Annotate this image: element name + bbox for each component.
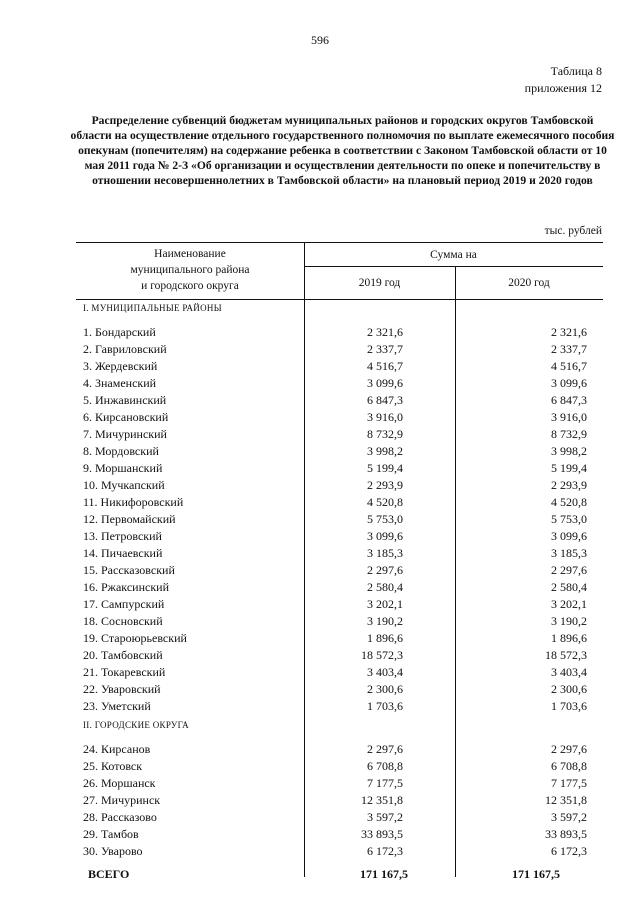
value-2019: 33 893,5 (361, 827, 403, 841)
row-name: 6. Кирсановский (83, 410, 169, 424)
row-name: 11. Никифоровский (83, 495, 184, 509)
value-2020: 18 572,3 (545, 648, 587, 662)
value-2019: 4 516,7 (367, 359, 403, 373)
table-row (0, 478, 640, 495)
table-row (0, 776, 640, 793)
value-2020: 4 520,8 (551, 495, 587, 509)
row-name: 26. Моршанск (83, 776, 156, 790)
year-2020-header: 2020 год (508, 277, 550, 289)
value-2020: 2 300,6 (551, 682, 587, 696)
name-header-line-2: муниципального района (130, 264, 250, 276)
value-2020: 2 321,6 (551, 325, 587, 339)
value-2020: 5 753,0 (551, 512, 587, 526)
value-2019: 7 177,5 (367, 776, 403, 790)
table-row (0, 742, 640, 759)
row-name: 12. Первомайский (83, 512, 176, 526)
value-2020: 2 297,6 (551, 742, 587, 756)
row-name: 4. Знаменский (83, 376, 157, 390)
value-2020: 3 185,3 (551, 546, 587, 560)
value-2020: 3 099,6 (551, 376, 587, 390)
row-name: 23. Уметский (83, 699, 151, 713)
table-row (0, 648, 640, 665)
table-row (0, 461, 640, 478)
value-2019: 3 190,2 (367, 614, 403, 628)
table-row (0, 529, 640, 546)
value-2019: 18 572,3 (361, 648, 403, 662)
row-name: 17. Сампурский (83, 597, 165, 611)
value-2019: 3 916,0 (367, 410, 403, 424)
row-name: 2. Гавриловский (83, 342, 167, 356)
row-name: 24. Кирсанов (83, 742, 151, 756)
value-2020: 3 597,2 (551, 810, 587, 824)
value-2020: 2 337,7 (551, 342, 587, 356)
table-row (0, 410, 640, 427)
table-row (0, 359, 640, 376)
value-2020: 1 896,6 (551, 631, 587, 645)
value-2020: 5 199,4 (551, 461, 587, 475)
value-2020: 3 099,6 (551, 529, 587, 543)
table-row (0, 614, 640, 631)
row-name: 14. Пичаевский (83, 546, 163, 560)
table-row (0, 759, 640, 776)
row-name: 8. Мордовский (83, 444, 159, 458)
section-title: I. МУНИЦИПАЛЬНЫЕ РАЙОНЫ (83, 303, 222, 313)
value-2020: 2 293,9 (551, 478, 587, 492)
value-2019: 3 597,2 (367, 810, 403, 824)
table-row (0, 563, 640, 580)
table-row (0, 810, 640, 827)
table-label: Таблица 8 (550, 64, 602, 78)
row-name: 7. Мичуринский (83, 427, 167, 441)
value-2019: 5 753,0 (367, 512, 403, 526)
table-row (0, 427, 640, 444)
table-header-border (76, 299, 603, 300)
name-header-line-1: Наименование (154, 248, 226, 260)
unit-label: тыс. рублей (544, 225, 602, 237)
table-row (0, 597, 640, 614)
table-row (0, 376, 640, 393)
table-row (0, 325, 640, 342)
value-2019: 2 580,4 (367, 580, 403, 594)
row-name: 13. Петровский (83, 529, 162, 543)
appendix-label: приложения 12 (524, 81, 602, 95)
row-name: 20. Тамбовский (83, 648, 163, 662)
total-label: ВСЕГО (88, 867, 130, 881)
value-2019: 6 708,8 (367, 759, 403, 773)
table-row (0, 699, 640, 716)
table-row (0, 580, 640, 597)
table-row (0, 546, 640, 563)
value-2019: 3 202,1 (367, 597, 403, 611)
value-2020: 8 732,9 (551, 427, 587, 441)
table-row (0, 665, 640, 682)
table-row (0, 793, 640, 810)
table-row (0, 512, 640, 529)
table-row (0, 682, 640, 699)
value-2019: 5 199,4 (367, 461, 403, 475)
total-2020: 171 167,5 (512, 867, 560, 881)
value-2019: 8 732,9 (367, 427, 403, 441)
row-name: 30. Уварово (83, 844, 143, 858)
value-2020: 3 202,1 (551, 597, 587, 611)
value-2020: 12 351,8 (545, 793, 587, 807)
row-name: 9. Моршанский (83, 461, 163, 475)
value-2019: 6 847,3 (367, 393, 403, 407)
row-name: 1. Бондарский (83, 325, 156, 339)
table-row (0, 827, 640, 844)
value-2019: 3 998,2 (367, 444, 403, 458)
value-2020: 7 177,5 (551, 776, 587, 790)
row-name: 19. Староюрьевский (83, 631, 187, 645)
row-name: 3. Жердевский (83, 359, 158, 373)
value-2019: 2 297,6 (367, 563, 403, 577)
row-name: 25. Котовск (83, 759, 143, 773)
value-2020: 3 916,0 (551, 410, 587, 424)
value-2020: 3 190,2 (551, 614, 587, 628)
value-2019: 1 896,6 (367, 631, 403, 645)
value-2019: 2 293,9 (367, 478, 403, 492)
table-row (0, 444, 640, 461)
year-2019-header: 2019 год (358, 277, 401, 289)
value-2019: 4 520,8 (367, 495, 403, 509)
value-2020: 2 580,4 (551, 580, 587, 594)
row-name: 22. Уваровский (83, 682, 161, 696)
page-number: 596 (311, 33, 329, 47)
row-name: 28. Рассказово (83, 810, 157, 824)
row-name: 16. Ржаксинский (83, 580, 169, 594)
table-row (0, 495, 640, 512)
value-2020: 1 703,6 (551, 699, 587, 713)
value-2019: 2 300,6 (367, 682, 403, 696)
value-2020: 3 403,4 (551, 665, 587, 679)
row-name: 5. Инжавинский (83, 393, 167, 407)
value-2019: 2 321,6 (367, 325, 403, 339)
value-2019: 3 099,6 (367, 529, 403, 543)
value-2020: 4 516,7 (551, 359, 587, 373)
row-name: 21. Токаревский (83, 665, 166, 679)
document-title: Распределение субвенций бюджетам муниципальных районов и городских округов Тамбовской области на осуществление отдельного государственного полномочия по выплате ежемесячного пособия опекунам (попечителям) на содержание ребенка в соответствии с Законом Тамбовской области от 10 мая 2011 года № 2-З «Об организации и осуществлении деятельности по опеке и попечительству в отношении несовершеннолетних в Тамбовской области» на плановый период 2019 и 2020 годов (70, 114, 615, 187)
row-name: 15. Рассказовский (83, 563, 175, 577)
value-2019: 6 172,3 (367, 844, 403, 858)
value-2019: 2 337,7 (367, 342, 403, 356)
value-2020: 2 297,6 (551, 563, 587, 577)
value-2020: 6 847,3 (551, 393, 587, 407)
total-2019: 171 167,5 (360, 867, 408, 881)
table-row (0, 393, 640, 410)
value-2019: 3 403,4 (367, 665, 403, 679)
value-2019: 12 351,8 (361, 793, 403, 807)
table-top-border (76, 242, 603, 243)
section-title: II. ГОРОДСКИЕ ОКРУГА (83, 720, 189, 730)
value-2020: 6 708,8 (551, 759, 587, 773)
row-name: 27. Мичуринск (83, 793, 161, 807)
value-2020: 33 893,5 (545, 827, 587, 841)
value-2019: 2 297,6 (367, 742, 403, 756)
value-2019: 3 099,6 (367, 376, 403, 390)
sum-header-divider (304, 266, 603, 267)
table-row (0, 844, 640, 861)
value-2019: 3 185,3 (367, 546, 403, 560)
value-2020: 6 172,3 (551, 844, 587, 858)
name-header-line-3: и городского округа (141, 280, 239, 292)
value-2020: 3 998,2 (551, 444, 587, 458)
table-row (0, 631, 640, 648)
row-name: 18. Сосновский (83, 614, 163, 628)
value-2019: 1 703,6 (367, 699, 403, 713)
table-row (0, 342, 640, 359)
table-reference (525, 63, 602, 97)
row-name: 10. Мучкапский (83, 478, 165, 492)
row-name: 29. Тамбов (83, 827, 139, 841)
name-column-header (76, 246, 304, 294)
sum-header: Сумма на (430, 249, 477, 261)
